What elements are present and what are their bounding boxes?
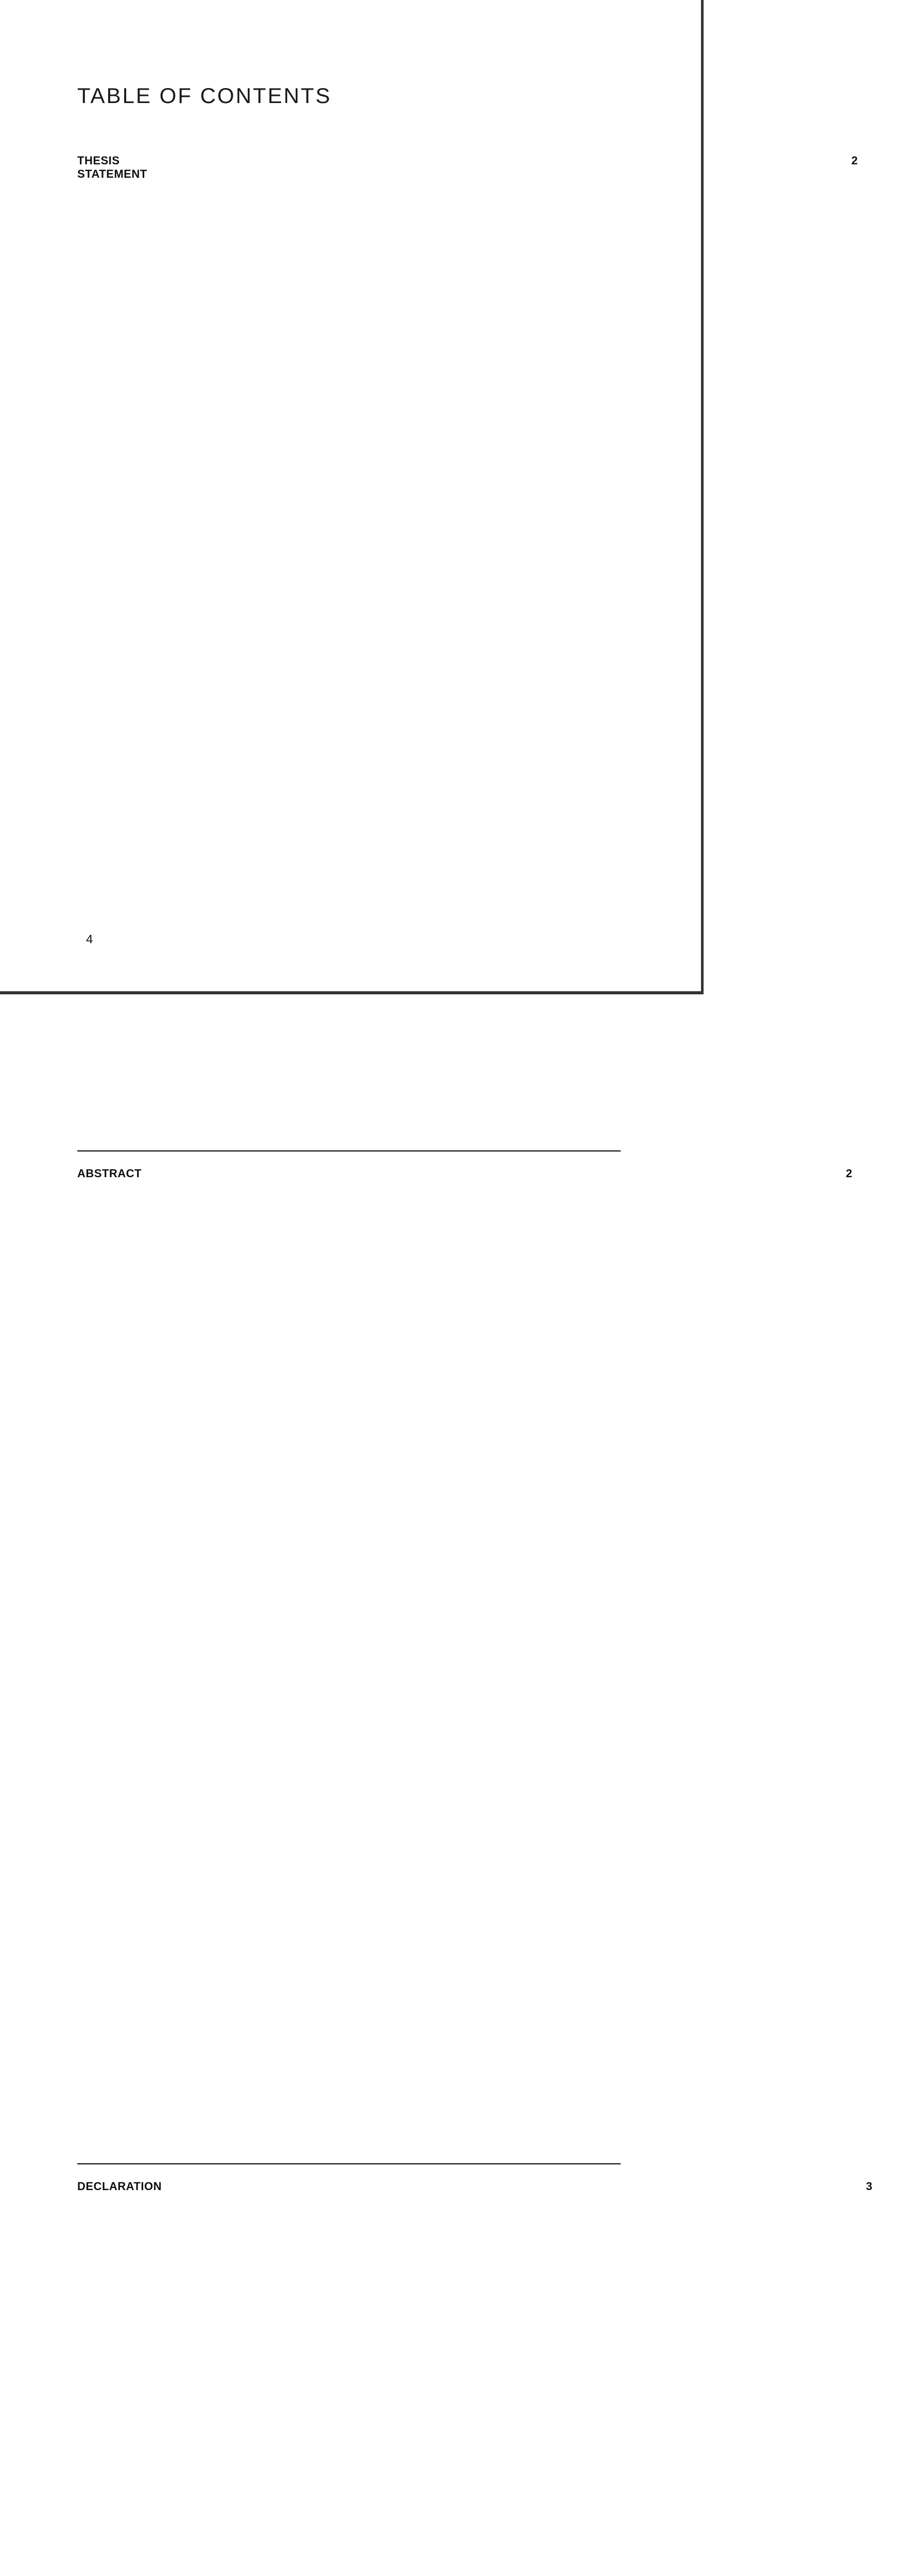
- toc-entry[interactable]: [77, 2180, 873, 2576]
- toc-entry[interactable]: [77, 154, 858, 1151]
- toc-list: [77, 154, 873, 2576]
- toc-entry-label: THESIS STATEMENT: [77, 154, 147, 180]
- toc-content: [77, 83, 873, 2576]
- toc-entry-page: 2: [149, 1167, 852, 2161]
- toc-entry[interactable]: [77, 1167, 852, 2164]
- toc-entry-page: 2: [155, 154, 858, 1148]
- toc-entry-label: ABSTRACT: [77, 1167, 142, 1180]
- page-title: TABLE OF CONTENTS: [77, 83, 332, 108]
- footer-page-number: 4: [86, 933, 93, 946]
- page-edge-bottom: [0, 991, 704, 994]
- page-edge-right: [701, 0, 704, 994]
- toc-entry-label: DECLARATION: [77, 2180, 162, 2193]
- toc-entry-page: 3: [169, 2180, 873, 2576]
